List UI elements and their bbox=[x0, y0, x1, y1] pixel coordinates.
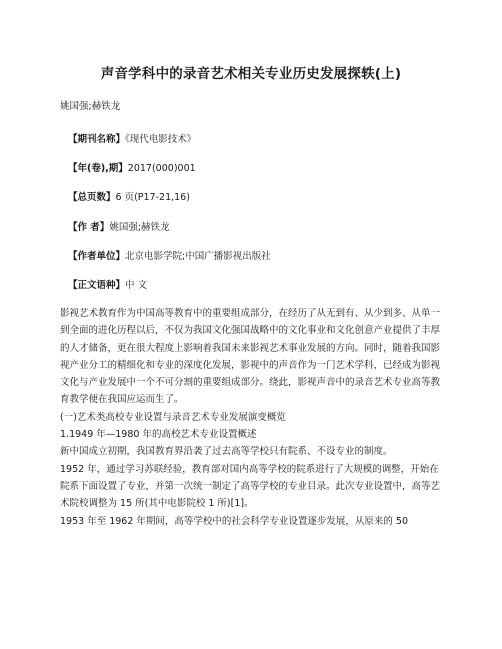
meta-key: 【期刊名称】 bbox=[68, 134, 126, 145]
meta-value: 2017(000)001 bbox=[127, 163, 196, 174]
meta-value: 6 页(P17-21,16) bbox=[115, 192, 190, 203]
authors: 姚国强;赫铁龙 bbox=[60, 101, 121, 112]
abstract-paragraph: 影视艺术教育作为中国高等教育中的重要组成部分，在经历了从无到有、从少到多、从单一到全面的进化历程以后，不仅为我国文化强国战略中的文化事业和文化创意产业提供了丰厚的人才储备，更在很大程度上影响着我国未来影视艺术事业发展的方向。同时，随着我国影视产业分工的精细化和专业的深度化发展，影视中的声音作为一门艺术学科，已经成为影视文化与产业发展中一个不可分割的重要组成部分。绕此，影视声音中的录音艺术专业高等教育教学便在我国应运而生了。 bbox=[60, 308, 441, 406]
paragraph: 1952 年，通过学习苏联经验，教育部对国内高等学校的院系进行了大规模的调整，开始在院系下面设置了专业，并第一次统一制定了高等学校的专业目录。此次专业设置中，高等艺术院校调整为 15 所(其中电影院校 1 所)[1]。 bbox=[60, 463, 441, 510]
meta-key: 【年(卷),期】 bbox=[68, 163, 128, 174]
meta-key: 【正文语种】 bbox=[68, 280, 126, 291]
meta-journal bbox=[68, 131, 196, 145]
meta-value: 《现代电影技术》 bbox=[125, 134, 197, 145]
meta-key: 【作 者】 bbox=[68, 222, 110, 233]
body-text bbox=[60, 305, 445, 530]
document-title: 声音学科中的录音艺术相关专业历史发展探轶(上) bbox=[100, 66, 402, 82]
meta-value: 北京电影学院;中国广播影视出版社 bbox=[125, 251, 271, 262]
meta-language bbox=[68, 277, 147, 291]
paragraph: 新中国成立初期，我国教育界沿袭了过去高等学校只有院系、不设专业的制度。 bbox=[60, 446, 393, 458]
meta-key: 【作者单位】 bbox=[68, 251, 126, 262]
meta-authors bbox=[68, 219, 170, 233]
meta-pages bbox=[68, 189, 190, 203]
paragraph: 1953 年至 1962 年期间，高等学校中的社会科学专业设置逐步发展，从原来的 50 bbox=[60, 515, 409, 527]
meta-key: 【总页数】 bbox=[68, 192, 116, 203]
section-heading: (一)艺术类高校专业设置与录音艺术专业发展演变概览 bbox=[60, 411, 286, 423]
meta-volume bbox=[68, 160, 196, 174]
meta-affiliation bbox=[68, 248, 271, 262]
meta-value: 姚国强;赫铁龙 bbox=[109, 222, 170, 233]
subsection-heading: 1.1949 年—1980 年的高校艺术专业设置概述 bbox=[60, 429, 257, 441]
meta-value: 中 文 bbox=[125, 280, 148, 291]
